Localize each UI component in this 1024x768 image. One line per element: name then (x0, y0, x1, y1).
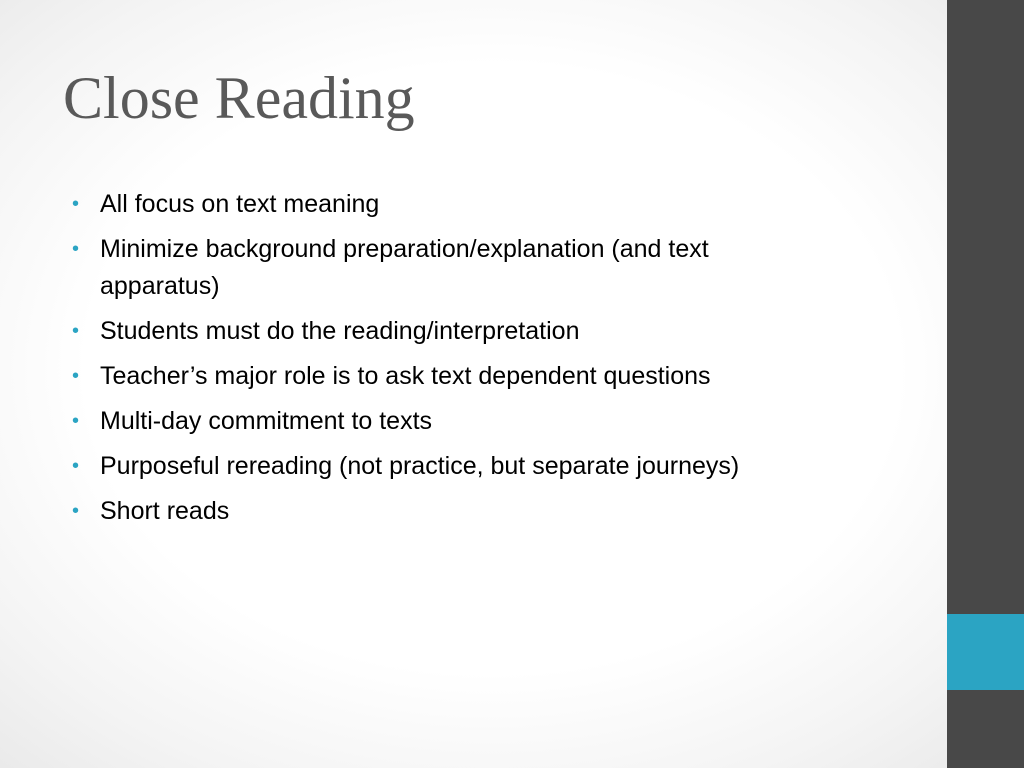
bullet-text: Short reads (100, 497, 230, 525)
bullet-text: Purposeful rereading (not practice, but separate journeys) (100, 452, 740, 480)
bullet-text: All focus on text meaning (100, 190, 380, 218)
bullet-dot-icon: • (72, 410, 80, 432)
bullet-dot-icon: • (72, 500, 80, 522)
bullet-item (72, 231, 832, 305)
bullet-dot-icon: • (72, 365, 80, 387)
bullet-dot-icon: • (72, 238, 80, 260)
bullet-item (72, 403, 832, 440)
bullet-item (72, 358, 832, 395)
bullet-dot-icon: • (72, 455, 80, 477)
bullet-item (72, 313, 832, 350)
bullet-dot-icon: • (72, 320, 80, 342)
side-accent-block (947, 614, 1024, 690)
bullet-item (72, 448, 832, 485)
bullet-text: Teacher’s major role is to ask text dependent questions (100, 362, 711, 390)
bullet-dot-icon: • (72, 193, 80, 215)
bullet-item (72, 493, 832, 530)
bullet-text: Multi-day commitment to texts (100, 407, 433, 435)
bullet-text: Minimize background preparation/explanation (and text apparatus) (100, 235, 709, 300)
bullet-item (72, 186, 832, 223)
bullet-text: Students must do the reading/interpretation (100, 317, 580, 345)
bullet-list (72, 186, 832, 538)
slide-title: Close Reading (63, 65, 415, 131)
